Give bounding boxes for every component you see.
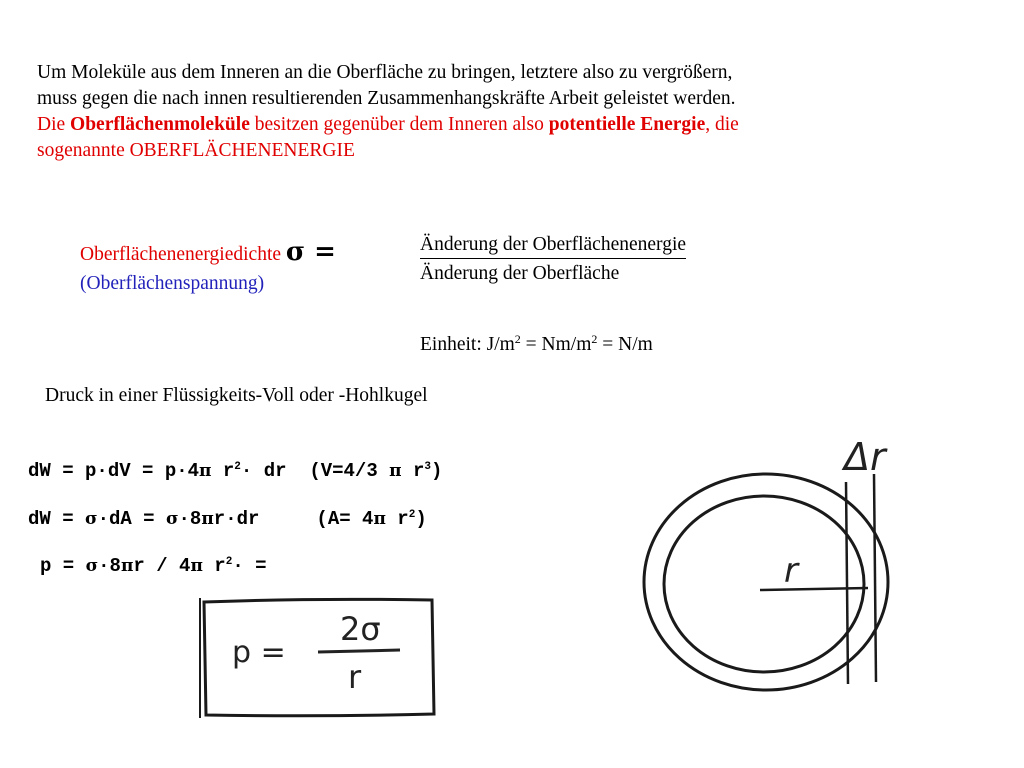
radius-label: r (784, 551, 798, 591)
inner-circle (664, 496, 864, 672)
delta-r-label: Δr (844, 435, 886, 479)
pi-symbol: π (373, 509, 386, 529)
eq2-part-c: ·8 (178, 508, 202, 530)
pi-symbol: π (389, 461, 402, 481)
eq2-part-f: ) (415, 508, 427, 530)
eq1-part-e: ) (431, 460, 443, 482)
formula-fraction-bar (318, 650, 400, 652)
pi-symbol: π (190, 556, 203, 576)
delta-r-marker-left (846, 482, 848, 684)
eq3-part-a: p = (40, 555, 86, 577)
pi-symbol: π (201, 509, 214, 529)
unit-b: = Nm/m (520, 334, 592, 355)
eq1-part-b: r (211, 460, 235, 482)
unit-sup-1: 2 (514, 332, 521, 346)
intro-line-3c: besitzen gegenüber dem Inneren also (249, 114, 549, 135)
unit-a: Einheit: J/m (420, 334, 515, 355)
eq3-part-e: · = (232, 555, 267, 577)
surface-tension-label: (Oberflächenspannung) (80, 273, 265, 294)
intro-paragraph (37, 60, 997, 164)
radius-line (760, 588, 868, 590)
pi-symbol: π (120, 556, 134, 576)
sigma-symbol: σ (165, 509, 179, 529)
eq1-sup-2: 3 (424, 461, 432, 473)
unit-c: = N/m (597, 334, 653, 355)
formula-denominator: r (348, 658, 362, 696)
intro-line-3e: , die (705, 114, 739, 135)
intro-line-3 (37, 112, 997, 138)
intro-line-4: sogenannte OBERFLÄCHENENERGIE (37, 140, 355, 161)
equation-work-area (28, 508, 427, 530)
handwritten-formula-box (190, 590, 440, 725)
sigma-equals: σ = (285, 237, 336, 267)
intro-line-2: muss gegen die nach innen resultierenden Zusammenhangskräfte Arbeit geleistet werden. (37, 88, 736, 109)
eq2-sup: 2 (408, 509, 416, 521)
eq3-sup: 2 (225, 556, 233, 568)
surface-energy-density-label (80, 237, 336, 267)
equation-work-volume (28, 460, 442, 482)
pi-symbol: π (199, 461, 212, 481)
eq1-part-c: · dr (V=4/3 (240, 460, 390, 482)
eq1-sup: 2 (234, 461, 241, 473)
eq2-part-d: r·dr (A= 4 (213, 508, 374, 530)
eq1-part-a: dW = p·dV = p·4 (28, 460, 200, 482)
definition-fraction (420, 232, 686, 289)
unit-line (420, 334, 653, 356)
sigma-symbol: σ (85, 556, 99, 576)
density-label-text: Oberflächenenergiedichte (80, 244, 282, 265)
formula-numerator: 2σ (340, 610, 381, 648)
eq1-part-d: r (401, 460, 425, 482)
formula-p-label: p = (232, 635, 286, 670)
equation-pressure (40, 555, 267, 577)
fraction-numerator: Änderung der Oberflächenenergie (420, 232, 686, 259)
eq2-part-e: r (385, 508, 409, 530)
eq2-part-a: dW = (28, 508, 86, 530)
sigma-symbol: σ (85, 509, 98, 529)
intro-line-3a: Die (37, 114, 71, 135)
unit-sup-2: 2 (591, 332, 598, 346)
surface-molecules-term: Oberflächenmoleküle (70, 114, 250, 135)
eq3-part-c: r / 4 (133, 555, 191, 577)
fraction-denominator: Änderung der Oberfläche (420, 263, 620, 284)
eq3-part-d: r (202, 555, 226, 577)
eq2-part-b: ·dA = (97, 508, 166, 530)
eq3-part-b: ·8 (98, 555, 121, 577)
intro-line-1: Um Moleküle aus dem Inneren an die Oberfläche zu bringen, letztere also zu vergrößern, (37, 62, 733, 83)
outer-circle (644, 474, 888, 690)
sphere-sketch (636, 422, 926, 697)
pressure-title: Druck in einer Flüssigkeits-Voll oder -Hohlkugel (45, 385, 428, 406)
potential-energy-term: potentielle Energie (548, 114, 706, 135)
delta-r-marker-right (874, 474, 876, 682)
